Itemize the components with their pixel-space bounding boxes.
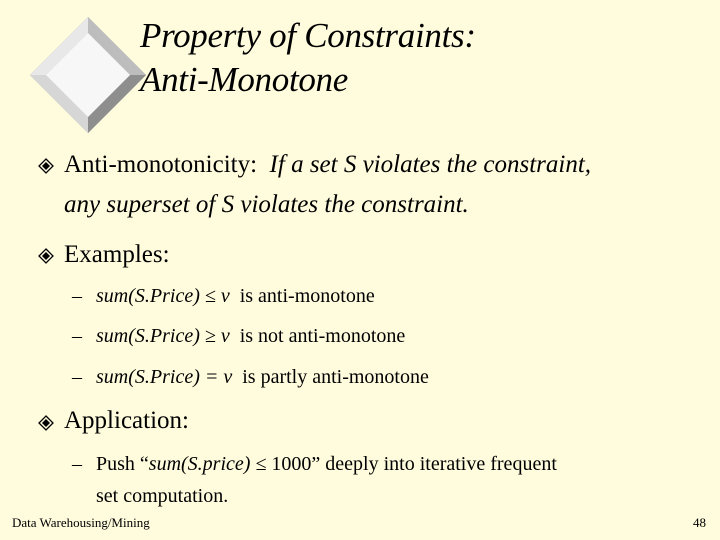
dash: – — [72, 453, 82, 475]
dash: – — [72, 285, 82, 307]
dash: – — [72, 325, 82, 347]
example-item — [72, 280, 375, 312]
diamond-logo-icon — [28, 15, 148, 135]
example-expression: sum(S.Price) ≥ v — [96, 325, 230, 347]
example-item — [72, 361, 429, 393]
application-line-2: set computation. — [96, 485, 229, 507]
bullet-application-label: Application: — [64, 407, 189, 434]
bullet-examples-label: Examples: — [64, 241, 170, 268]
title-line-2: Anti-Monotone — [140, 60, 348, 99]
application-post: 1000” deeply into iterative frequent — [266, 453, 557, 475]
application-item — [72, 448, 557, 512]
bullet-lead: Anti-monotonicity: — [64, 151, 258, 178]
application-pre: Push “ — [96, 453, 149, 475]
footer-course-label: Data Warehousing/Mining — [12, 515, 150, 530]
example-description: is not anti-monotone — [239, 325, 406, 347]
example-expression: sum(S.Price) = v — [96, 366, 233, 388]
title-line-1: Property of Constraints: — [140, 16, 476, 55]
example-description: is anti-monotone — [239, 285, 375, 307]
example-item — [72, 320, 405, 352]
example-expression: sum(S.Price) ≤ v — [96, 285, 230, 307]
bullet-definition-line-2: any superset of S violates the constraint. — [64, 191, 469, 218]
bullet-definition-line-1: If a set S violates the constraint, — [269, 151, 592, 178]
application-expression: sum(S.price) ≤ — [148, 453, 267, 475]
dash: – — [72, 366, 82, 388]
page-number: 48 — [693, 515, 706, 530]
diamond-bullet-icon — [38, 158, 54, 174]
example-description: is partly anti-monotone — [242, 366, 429, 388]
slide-title — [140, 14, 476, 102]
diamond-bullet-icon — [38, 415, 54, 431]
bullet-anti-monotonicity — [64, 145, 591, 225]
diamond-bullet-icon — [38, 248, 54, 264]
